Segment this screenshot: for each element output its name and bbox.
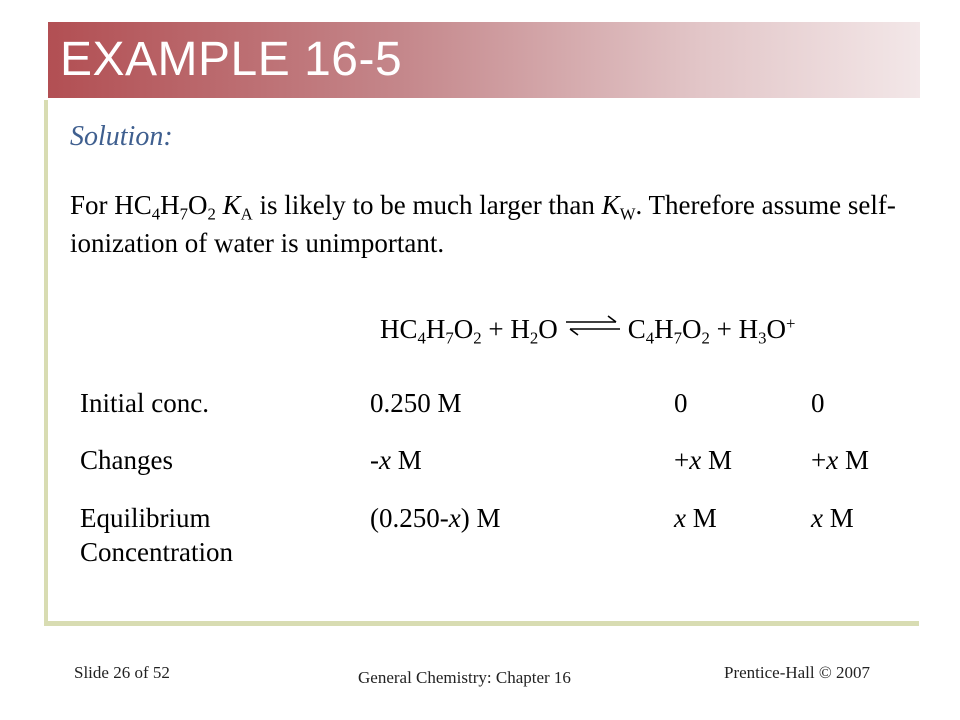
subscript: A	[240, 204, 253, 224]
subscript: 7	[179, 204, 189, 224]
text-run: M	[390, 445, 422, 475]
text-run: M	[685, 503, 717, 533]
kw-symbol: K	[601, 190, 620, 220]
text-run: + H	[709, 314, 759, 344]
text-run: H	[160, 190, 180, 220]
subscript: 2	[529, 328, 539, 348]
cell-conjugate-base	[674, 501, 717, 535]
cell-conjugate-base	[674, 443, 732, 477]
text-run: For HC	[70, 190, 152, 220]
subscript: 2	[473, 328, 482, 348]
row-label	[80, 501, 233, 569]
subscript: 3	[758, 328, 767, 348]
variable-x: x	[826, 445, 839, 475]
text-run: M	[822, 503, 854, 533]
variable-x: x	[811, 503, 823, 533]
text-run: C	[627, 314, 646, 344]
text-run: +	[674, 445, 690, 475]
subscript: 2	[701, 328, 710, 348]
variable-x: x	[674, 503, 686, 533]
text-run: ) M	[460, 503, 501, 533]
slide-title: EXAMPLE 16-5	[60, 33, 403, 86]
cell-acid	[370, 443, 422, 477]
cell-acid: 0.250 M	[370, 388, 462, 418]
cell-hydronium	[811, 501, 854, 535]
text-run: H	[654, 314, 674, 344]
text-run: H	[425, 314, 446, 344]
text-run: +	[811, 445, 827, 475]
course-title: General Chemistry: Chapter 16	[358, 668, 571, 687]
cell-hydronium	[811, 443, 869, 477]
variable-x: x	[448, 503, 461, 533]
cell-hydronium: 0	[811, 388, 825, 418]
subscript: 7	[673, 328, 683, 348]
text-run: O	[538, 314, 558, 344]
row-label: Initial conc.	[80, 388, 209, 418]
subscript: 4	[417, 328, 426, 348]
cell-acid	[370, 501, 500, 535]
equilibrium-arrow-icon	[564, 314, 622, 336]
text-run: O	[188, 190, 208, 220]
text-run: M	[701, 445, 732, 475]
slide-frame-left-bar	[44, 100, 48, 622]
chemical-equation	[380, 313, 796, 348]
equation-reactants	[380, 314, 558, 348]
superscript: +	[786, 313, 796, 333]
copyright: Prentice-Hall © 2007	[724, 663, 871, 682]
text-run: -	[370, 445, 379, 475]
row-label: Changes	[80, 445, 173, 475]
text-run: HC	[380, 314, 418, 344]
variable-x: x	[379, 445, 391, 475]
problem-statement	[70, 186, 900, 262]
ka-symbol: K	[222, 190, 241, 220]
slide-number: Slide 26 of 52	[74, 663, 170, 682]
text-run: O	[766, 314, 786, 344]
text-run: O	[453, 314, 474, 344]
solution-label: Solution:	[70, 121, 173, 152]
equation-products	[627, 313, 796, 348]
text-run: M	[838, 445, 869, 475]
text-run: (0.250-	[370, 503, 449, 533]
subscript: 2	[207, 204, 216, 224]
text-run: . Therefore assume self-ionization of water is unimportant.	[70, 190, 896, 258]
cell-conjugate-base: 0	[674, 388, 688, 418]
text-run: is likely to be much larger than	[252, 190, 602, 220]
subscript: W	[619, 204, 636, 224]
subscript: 7	[445, 328, 454, 348]
slide-frame-bottom-bar	[44, 621, 919, 626]
variable-x: x	[689, 445, 702, 475]
subscript: 4	[151, 204, 161, 224]
text-run: + H	[481, 314, 530, 344]
text-run: O	[682, 314, 702, 344]
text-run: Concentration	[80, 537, 233, 567]
text-run: Equilibrium	[80, 503, 211, 533]
subscript: 4	[645, 328, 655, 348]
